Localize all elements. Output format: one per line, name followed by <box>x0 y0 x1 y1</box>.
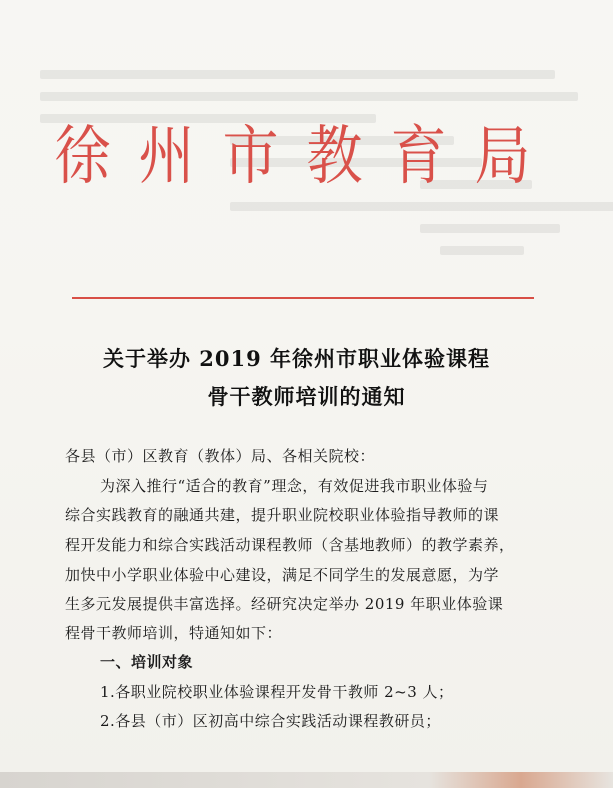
paragraph-line: 程骨干教师培训，特通知如下： <box>65 624 283 642</box>
bottom-edge <box>0 772 613 788</box>
document-title-line2: 骨干教师培训的通知 <box>207 384 406 409</box>
section-heading: 一、培训对象 <box>100 653 194 671</box>
document-title-line1: 关于举办 2019 年徐州市职业体验课程 <box>102 346 491 371</box>
salutation: 各县（市）区教育（教体）局、各相关院校： <box>65 447 376 465</box>
list-item: 2.各县（市）区初高中综合实践活动课程教研员； <box>100 712 441 730</box>
show-through-text <box>40 70 600 370</box>
paragraph-line: 为深入推行“适合的教育”理念，有效促进我市职业体验与 <box>100 477 489 495</box>
paragraph-line: 程开发能力和综合实践活动课程教师（含基地教师）的教学素养， <box>65 536 515 554</box>
paragraph-line: 综合实践教育的融通共建，提升职业院校职业体验指导教师的课 <box>65 506 500 524</box>
letterhead-red-rule <box>72 297 534 299</box>
paragraph-line: 生多元发展提供丰富选择。经研究决定举办 2019 年职业体验课 <box>65 595 504 613</box>
letterhead-title: 徐州市教育局 <box>54 119 559 194</box>
list-item: 1.各职业院校职业体验课程开发骨干教师 2~3 人； <box>100 683 454 701</box>
paragraph-line: 加快中小学职业体验中心建设，满足不同学生的发展意愿，为学 <box>65 566 500 584</box>
